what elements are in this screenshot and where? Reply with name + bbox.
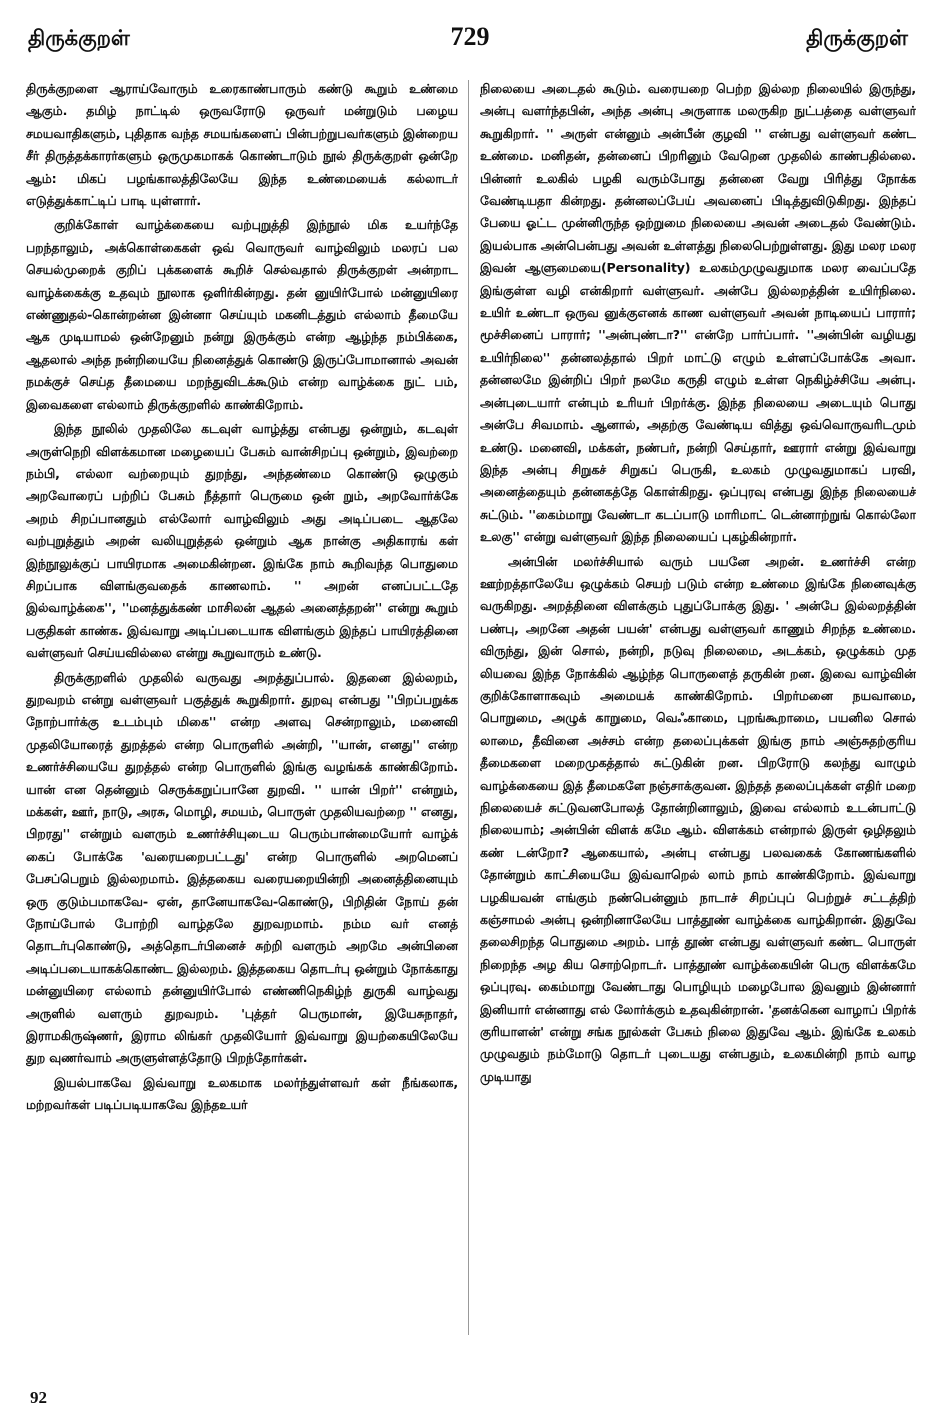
paragraph: திருக்குறளில் முதலில் வருவது அறத்துப்பால். இதனை இல்லறம், துறவறம் என்று வள்ளுவர் பகுத்துக் கூறுகிறார். துறவு என்பது ''பிறப்பறுக்க நோற்பார்க்கு உடம்பும் மிகை'' என்ற அளவு சென்றாலும், மனைவி முதலியோரைத் துறத்தல் என்ற பொருளில் அன்றி, ''யான், எனது'' என்ற உணர்ச்சியையே துறத்தல் என்ற பொருளில் இங்கு வழங்கக் காண்கிறோம். யான் என தென்னும் செருக்கறுப்பானே துறவி. '' யான் பிறர்'' என்றும், மக்கள், ஊர், நாடு, அரசு, மொழி, சமயம், பொருள் முதலியவற்றை '' எனது, பிறரது'' என்றும் வளரும் உணர்ச்சியுடைய பெரும்பான்மையோர் வாழ்க் கைப் போக்கே 'வரையறைபட்டது' என்ற பொருளில் அறமெனப் பேசப்பெறும் இல்லறமாம். இத்தகைய வரையறையின்றி அனைத்தினையும் ஒரு குடும்பமாகவே- ஏன், தானேயாகவே-கொண்டு, பிறிதின் நோய் தன் நோய்போல் போற்றி வாழ்தலே துறவறமாம். நம்ம வர் எனத் தொடர்புகொண்டு, அத்தொடர்பினைச் சுற்றி வளரும் அறமே அன்பினை அடிப்படையாகக்கொண்ட இல்லறம். இத்தகைய தொடர்பு ஒன்றும் நோக்காது மன்னுயிரை எல்லாம் தன்னுயிர்போல் எண்ணிநெகிழ்ந் துருகி வாழ்வது அருளில் வளரும் துறவறம். 'புத்தர் பெருமான், இயேசுநாதர், இராமகிருஷ்ணர், இராம லிங்கர் முதலியோர் இவ்வாறு இயற்கையிலேயே துற வுணர்வாம் அருளுள்ளத்தோடு பிறந்தோர்கள். (26, 669, 458, 1066)
page-number: 729 (450, 22, 490, 51)
folio-number: 92 (30, 1388, 47, 1407)
left-column (26, 78, 458, 1340)
column-divider (468, 80, 469, 1335)
right-column (480, 78, 916, 1340)
running-head-left: திருக்குறள் (28, 26, 130, 50)
paragraph: இந்த நூலில் முதலிலே கடவுள் வாழ்த்து என்பது ஒன்றும், கடவுள் அருள்நெறி விளக்கமான மழையைப் பேசும் வான்சிறப்பு ஒன்றும், இவற்றை நம்பி, எல்லா வற்றையும் துறந்து, அந்தண்மை கொண்டு ஒழுகும் அறவோரைப் பற்றிப் பேசும் நீத்தார் பெருமை ஒன் றும், அறவோர்க்கே அறம் சிறப்பானதும் எல்லோர் வாழ்விலும் அது அடிப்படை ஆதலே வற்புறுத்தும் அறன் வலியுறுத்தல் ஒன்றும் ஆக நான்கு அதிகாரங் கள் இந்நூலுக்குப் பாயிரமாக அமைகின்றன. இங்கே நாம் கூறிவந்த பொதுமை சிறப்பாக விளங்குவதைக் காணலாம். '' அறன் எனப்பட்டதே இல்வாழ்க்கை'', ''மனத்துக்கண் மாசிலன் ஆதல் அனைத்தறன்'' என்று கூறும் பகுதிகள் காண்க. இவ்வாறு அடிப்படையாக விளங்கும் இந்தப் பாயிரத்தினை வள்ளுவர் செய்யவில்லை என்று கூறுவாரும் உண்டு. (26, 421, 458, 661)
paragraph: அன்பின் மலர்ச்சியால் வரும் பயனே அறன். உணர்ச்சி என்ற ஊற்றத்தாலேயே ஒழுக்கம் செயற் படும் என்ற உண்மை இங்கே நினைவுக்கு வருகிறது. அறத்தினை விளக்கும் புதுப்போக்கு இது. ' அன்பே இல்லறத்தின் பண்பு, அறனே அதன் பயன்' என்பது வள்ளுவர் காணும் சிறந்த உண்மை. விருந்து, இன் சொல், நன்றி, நடுவு நிலைமை, அடக்கம், ஒழுக்கம் முத லியவை இந்த நோக்கில் ஆழ்ந்த பொருளைத் தருகின் றன. இவை வாழ்வின் குறிக்கோளாகவும் அமையக் காண்கிறோம். பிறர்மனை நயவாமை, பொறுமை, அழுக் காறுமை, வெஃகாமை, புறங்கூறாமை, பயனில சொல் லாமை, தீவினை அச்சம் என்ற தலைப்புக்கள் இங்கு நாம் அஞ்சுதற்குரிய தீமைகளை மறைமுகத்தால் சுட்டுகின் றன. பிறரோடு கலந்து வாழும் வாழ்க்கையை இத் தீமைகளே நஞ்சாக்குவன. இந்தத் தலைப்புக்கள் எதிர் மறை நிலையைச் சுட்டுவனபோலத் தோன்றினாலும், இவை எல்லாம் உடன்பாட்டு நிலையாம்; அன்பின் விளக் கமே ஆம். விளக்கம் என்றால் இருள் ஒழிதலும் கண் டன்றோ? ஆகையால், அன்பு என்பது பலவகைக் கோணங்களில் தோன்றும் காட்சியையே இவ்வாறெல் லாம் நாம் காண்கிறோம். இவ்வாறு பழகியவன் எங்கும் நண்பென்னும் நாடாச் சிறப்புப் பெற்றுச் சட்டத்திற் கஞ்சாமல் அன்பு ஒன்றினாலேயே பாத்தூண் வாழ்க்கை வாழ்கிறான். இதுவே தலைசிறந்த பொதுமை அறம். பாத் தூண் என்பது வள்ளுவர் கண்ட பொருள் நிறைந்த அழ கிய சொற்றொடர். பாத்தூண் வாழ்க்கையின் பெரு விளக்கமே ஒப்புரவு. கைம்மாறு வேண்டாது பொழியும் மழைபோல இவனும் இன்னார் இனியார் என்னாது எல் லோர்க்கும் உதவுகின்றான். 'தனக்கென வாழாப் பிறர்க் குரியாளன்' என்று சங்க நூல்கள் பேசும் நிலை இதுவே ஆம். இங்கே உலகம் முழுவதும் நம்மோடு தொடர் புடையது என்பதும், உலகமின்றி நாம் வாழ முடியாது (480, 553, 916, 1084)
paragraph: திருக்குறளை ஆராய்வோரும் உரைகாண்பாரும் கண்டு கூறும் உண்மை ஆகும். தமிழ் நாட்டில் ஒருவரோடு ஒருவர் மன்றுடும் பழைய சமயவாதிகளும், புதிதாக வந்த சமயங்களைப் பின்பற்றுபவர்களும் இன்றைய சீர் திருத்தக்காரர்களும் ஒருமுகமாகக் கொண்டாடும் நூல் திருக்குறள் ஒன்றே ஆம்: மிகப் பழங்காலத்திலேயே இந்த உண்மையைக் கல்லாடர் எடுத்துக்காட்டிப் பாடி யுள்ளார். (26, 81, 458, 209)
paragraph: இயல்பாகவே இவ்வாறு உலகமாக மலர்ந்துள்ளவர் கள் நீங்கலாக, மற்றவர்கள் படிப்படியாகவே இந்தஉயர் (26, 1074, 458, 1113)
paragraph: குறிக்கோள் வாழ்க்கையை வற்புறுத்தி இந்நூல் மிக உயர்ந்தே பறந்தாலும், அக்கொள்கைகள் ஒவ் வொருவர் வாழ்விலும் மலரப் பல செயல்முறைக் குறிப் புக்களைக் கூறிச் செல்வதால் திருக்குறள் அன்றாட வாழ்க்கைக்கு உதவும் நூலாக ஒளிர்கின்றது. தன் னுயிர்போல் மன்னுயிரை எண்ணுதல்-கொன்றன்ன இன்னா செய்யும் மகனிடத்தும் எல்லாம் தீமையே ஆக முடியாமல் ஒன்றேனும் நன்று இருக்கும் என்ற ஆழ்ந்த நம்பிக்கை, ஆதலால் அந்த நன்றியையே நினைத்துக் கொண்டு இருப்போமானால் அவன் நமக்குச் செய்த தீமையை மறந்துவிடக்கூடும் என்ற வாழ்க்கை நுட் பம், இவைகளை எல்லாம் திருக்குறளில் காண்கிறோம். (26, 217, 458, 412)
paragraph: நிலையை அடைதல் கூடும். வரையறை பெற்ற இல்லற நிலையில் இருந்து, அன்பு வளர்ந்தபின், அந்த அன்பு அருளாக மலருகிற நுட்பத்தை வள்ளுவர் கூறுகிறார். '' அருள் என்னும் அன்பீன் குழவி '' என்பது வள்ளுவர் கண்ட உண்மை. மனிதன், தன்னைப் பிறரினும் வேறென முதலில் காண்பதில்லை. பின்னர் உலகில் பழகி வரும்போது தன்னை வேறு பிரித்து நோக்க வேண்டியதா கின்றது. தன்னலப்பேய் அவனைப் பிடித்துவிடுகிறது. இந்தப் பேயை ஓட்ட முன்னிருந்த ஒற்றுமை நிலையை அவன் அடைதல் வேண்டும். இயல்பாக அன்பென்பது அவன் உள்ளத்து நிலைபெற்றுள்ளது. இது மலர மலர இவன் ஆளுமையை(Personality) உலகம்முழுவதுமாக மலர வைப்பதே இங்குள்ள வழி என்கிறார் வள்ளுவர். அன்பே இல்லறத்தின் உயிர்நிலை. உயிர் உண்டா ஒருவ னுக்குஎனக் காண வள்ளுவர் அவன் நாடியைப் பாரார்; மூச்சினைப் பாரார்; ''அன்புண்டா?'' என்றே பார்ப்பார். ''அன்பின் வழியது உயிர்நிலை'' தன்னலத்தால் பிறர் மாட்டு எழும் உள்ளப்போக்கே அவா. தன்னலமே இன்றிப் பிறர் நலமே கருதி எழும் உள்ள நெகிழ்ச்சியே அன்பு. அன்புடையார் என்பும் உரியர் பிறர்க்கு. இந்த நிலையை அடையும் பொது அன்பே சிவமாம். ஆனால், அதற்கு வேண்டிய வித்து ஒவ்வொருவரிடமும் உண்டு. மனைவி, மக்கள், நண்பர், நன்றி செய்தார், ஊரார் என்று இவ்வாறு இந்த அன்பு சிறுகச் சிறுகப் பெருகி, உலகம் முழுவதுமாகப் பரவி, அனைத்தையும் தன்னகத்தே கொள்கிறது. ஒப்புரவு என்பது இந்த நிலையைச் சுட்டும். ''கைம்மாறு வேண்டா கடப்பாடு மாரிமாட் டென்னாற்றுங் கொல்லோ உலகு'' என்று வள்ளுவர் இந்த நிலையைப் புகழ்கின்றார். (480, 81, 916, 545)
running-head-right: திருக்குறள் (806, 26, 908, 50)
